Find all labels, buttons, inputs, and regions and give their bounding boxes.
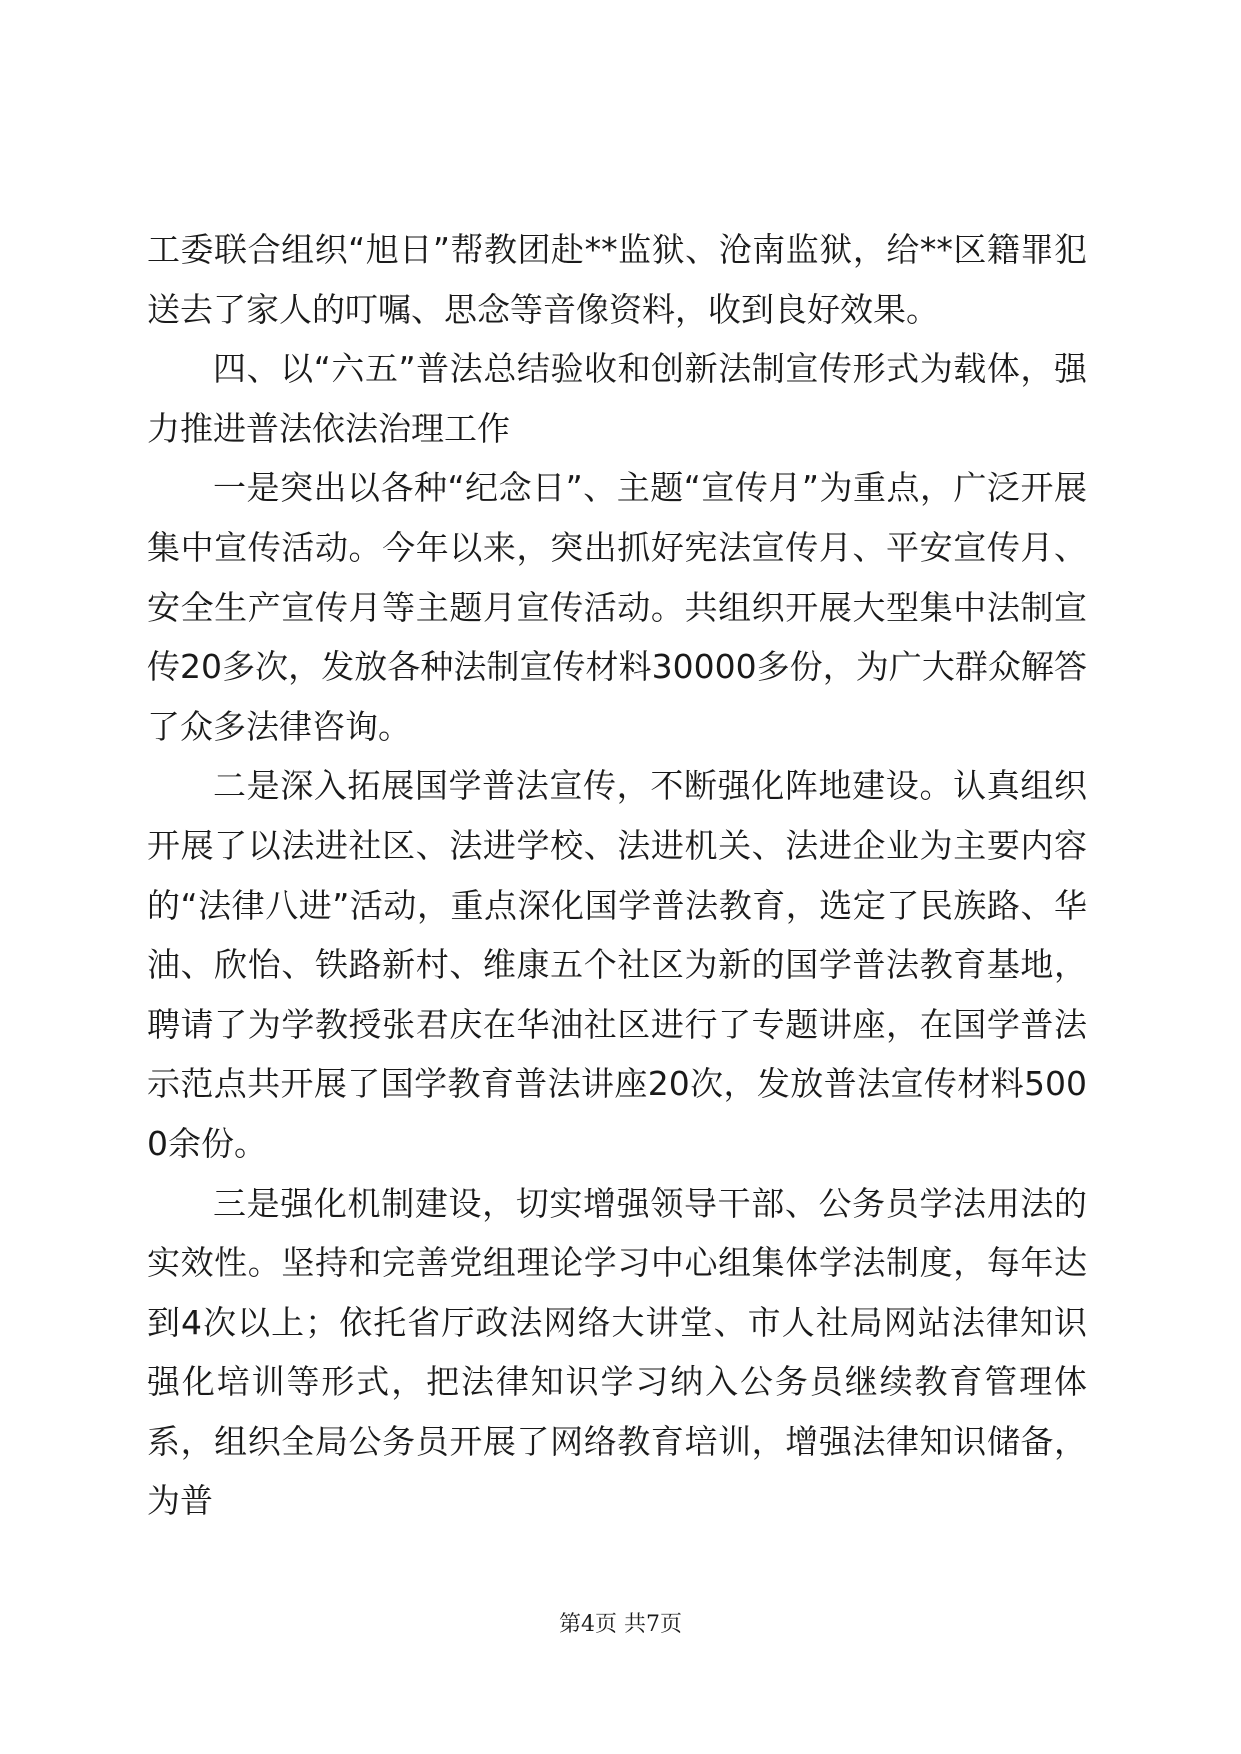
section-heading-four: 四、以“六五”普法总结验收和创新法制宣传形式为载体，强力推进普法依法治理工作 bbox=[147, 349, 1087, 448]
paragraph-first-point: 一是突出以各种“纪念日”、主题“宣传月”为重点，广泛开展集中宣传活动。今年以来，突出抓好宪法宣传月、平安宣传月、安全生产宣传月等主题月宣传活动。共组织开展大型集中法制宣传20多次，发放各种法制宣传材料30000多份，为广大群众解答了众多法律咨询。 bbox=[147, 468, 1087, 746]
page-number-footer: 第4页 共7页 bbox=[559, 1612, 682, 1637]
paragraph-second-point: 二是深入拓展国学普法宣传，不断强化阵地建设。认真组织开展了以法进社区、法进学校、法进机关、法进企业为主要内容的“法律八进”活动，重点深化国学普法教育，选定了民族路、华油、欣怡、铁路新村、维康五个社区为新的国学普法教育基地，聘请了为学教授张君庆在华油社区进行了专题讲座，在国学普法示范点共开展了国学教育普法讲座20次，发放普法宣传材料5000余份。 bbox=[147, 766, 1087, 1163]
paragraph-third-point: 三是强化机制建设，切实增强领导干部、公务员学法用法的实效性。坚持和完善党组理论学习中心组集体学法制度，每年达到4次以上；依托省厅政法网络大讲堂、市人社局网站法律知识强化培训等形式，把法律知识学习纳入公务员继续教育管理体系，组织全局公务员开展了网络教育培训，增强法律知识储备，为普 bbox=[147, 1183, 1087, 1521]
paragraph-continuation: 工委联合组织“旭日”帮教团赴**监狱、沧南监狱，给**区籍罪犯送去了家人的叮嘱、思念等音像资料，收到良好效果。 bbox=[147, 230, 1087, 329]
document-body bbox=[147, 220, 1087, 1531]
